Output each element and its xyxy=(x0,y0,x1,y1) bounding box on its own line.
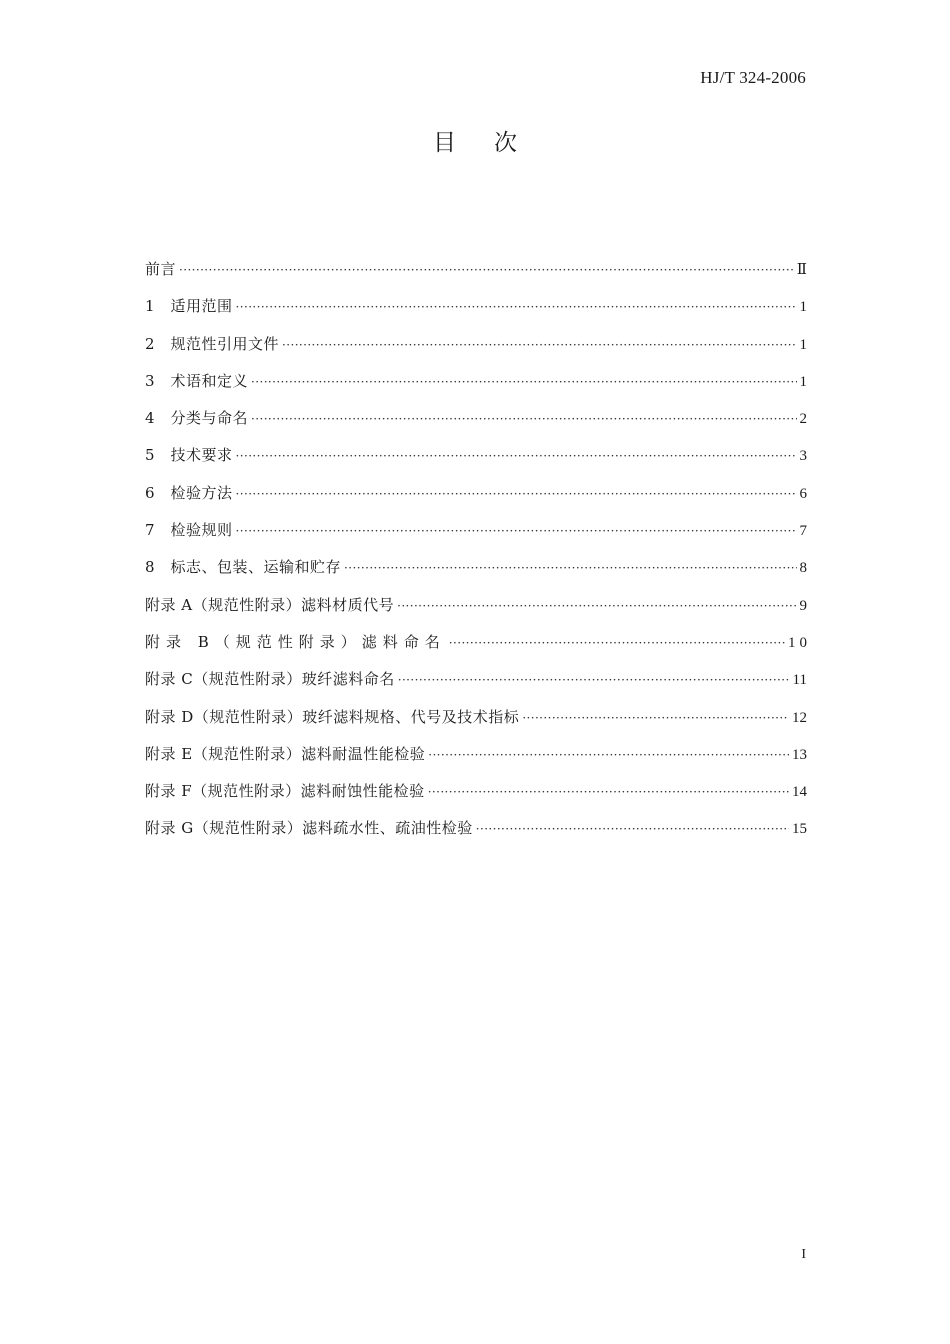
dot-leader xyxy=(398,668,790,692)
dot-leader xyxy=(236,295,797,319)
toc-entry-label: 6 检验方法 xyxy=(145,483,233,502)
toc-entry-page: 9 xyxy=(799,597,807,614)
dot-leader xyxy=(236,444,797,468)
toc-entry-label: 附录 G（规范性附录）滤料疏水性、疏油性检验 xyxy=(145,819,473,838)
toc-entry-label: 附录 B（规范性附录）滤料命名 xyxy=(145,632,446,651)
toc-entry-appendix-c[interactable] xyxy=(145,667,807,704)
toc-entry-label: 附录 A（规范性附录）滤料材质代号 xyxy=(145,595,395,614)
toc-entry-page: 7 xyxy=(799,523,807,540)
toc-entry-marking-packaging[interactable] xyxy=(145,555,807,592)
dot-leader xyxy=(449,631,785,655)
toc-entry-page: 1 xyxy=(799,336,807,353)
document-code: HJ/T 324-2006 xyxy=(700,68,806,87)
toc-entry-appendix-a[interactable] xyxy=(145,593,807,630)
dot-leader xyxy=(251,407,796,431)
toc-entry-label: 2 规范性引用文件 xyxy=(145,334,280,353)
toc-entry-label: 5 技术要求 xyxy=(145,446,233,465)
dot-leader xyxy=(236,482,797,506)
toc-entry-page: 6 xyxy=(799,485,807,502)
toc-entry-page: 3 xyxy=(799,448,807,465)
page-title: 目次 xyxy=(433,130,555,156)
toc-entry-label: 附录 C（规范性附录）玻纤滤料命名 xyxy=(145,670,395,689)
toc-entry-page: 11 xyxy=(792,672,807,689)
toc-entry-label: 8 标志、包装、运输和贮存 xyxy=(145,558,342,577)
toc-entry-page: 13 xyxy=(792,746,807,763)
toc-entry-label: 1 适用范围 xyxy=(145,297,233,316)
toc-entry-page: 8 xyxy=(799,560,807,577)
dot-leader xyxy=(428,780,789,804)
toc-entry-inspection-rules[interactable] xyxy=(145,518,807,555)
toc-entry-appendix-d[interactable] xyxy=(145,705,807,742)
dot-leader xyxy=(428,743,789,767)
toc-entry-foreword[interactable] xyxy=(145,257,807,294)
toc-entry-label: 前言 xyxy=(145,260,177,278)
dot-leader xyxy=(522,706,789,730)
page-number: I xyxy=(801,1247,806,1262)
toc-entry-scope[interactable] xyxy=(145,294,807,331)
toc-entry-page: Ⅱ xyxy=(796,262,807,278)
toc-entry-page: 1 xyxy=(799,373,807,390)
toc-entry-label: 附录 D（规范性附录）玻纤滤料规格、代号及技术指标 xyxy=(145,707,520,726)
toc-entry-label: 附录 F（规范性附录）滤料耐蚀性能检验 xyxy=(145,782,425,801)
toc-entry-page: 14 xyxy=(792,784,807,801)
dot-leader xyxy=(282,333,796,357)
toc-entry-page: 2 xyxy=(799,411,807,428)
toc-entry-page: 15 xyxy=(792,821,807,838)
toc-entry-appendix-b[interactable] xyxy=(145,630,811,667)
toc-entry-appendix-f[interactable] xyxy=(145,779,807,816)
toc-entry-page: 1 xyxy=(799,299,807,316)
dot-leader xyxy=(397,594,796,618)
toc-entry-appendix-e[interactable] xyxy=(145,742,807,779)
toc-entry-label: 7 检验规则 xyxy=(145,521,233,540)
dot-leader xyxy=(476,817,789,841)
toc-entry-label: 4 分类与命名 xyxy=(145,409,249,428)
toc-entry-appendix-g[interactable] xyxy=(145,816,807,853)
table-of-contents xyxy=(145,257,811,854)
toc-entry-normative-references[interactable] xyxy=(145,332,807,369)
toc-entry-classification[interactable] xyxy=(145,406,807,443)
toc-entry-test-methods[interactable] xyxy=(145,481,807,518)
toc-entry-label: 3 术语和定义 xyxy=(145,371,249,390)
toc-entry-technical-requirements[interactable] xyxy=(145,443,807,480)
dot-leader xyxy=(179,258,794,282)
toc-entry-label: 附录 E（规范性附录）滤料耐温性能检验 xyxy=(145,744,426,763)
toc-entry-page: 10 xyxy=(788,634,811,651)
toc-entry-terms-definitions[interactable] xyxy=(145,369,807,406)
toc-entry-page: 12 xyxy=(792,709,807,726)
dot-leader xyxy=(236,519,797,543)
dot-leader xyxy=(251,370,796,394)
dot-leader xyxy=(344,556,796,580)
